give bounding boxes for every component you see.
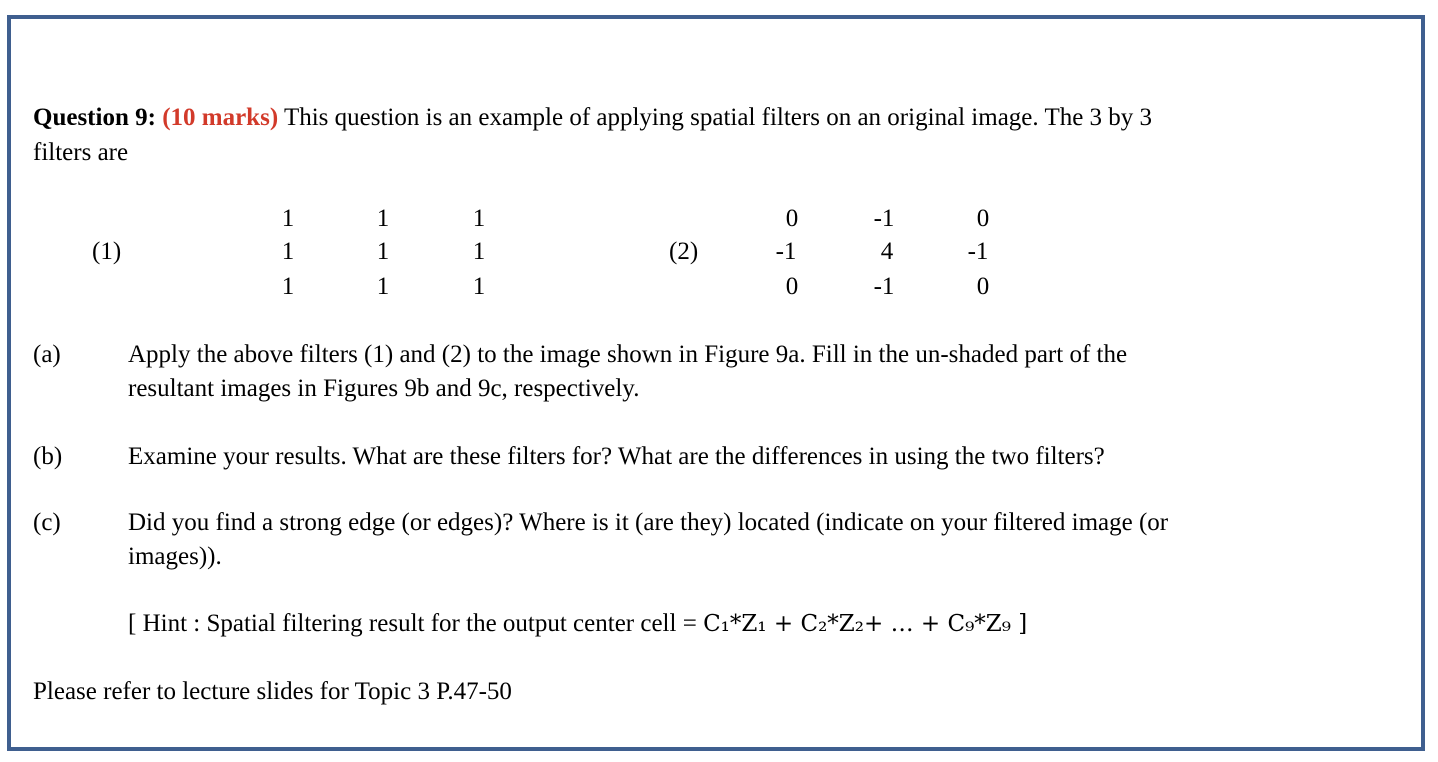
question-number: Question 9: bbox=[33, 104, 156, 131]
filter-1-cell: 1 bbox=[281, 273, 295, 300]
filter-1-cell: 1 bbox=[472, 273, 486, 300]
filter-1-label: (1) bbox=[92, 238, 122, 265]
filter-2-cell: 4 bbox=[880, 238, 894, 265]
filter-1-cell: 1 bbox=[376, 273, 390, 300]
filter-2-cell: 0 bbox=[976, 205, 990, 232]
filter-2-label: (2) bbox=[669, 238, 699, 265]
part-b-text-line1: Examine your results. What are these filters for? What are the differences in using the two filters? bbox=[128, 443, 1105, 470]
filter-2-cell: -1 bbox=[873, 273, 895, 300]
filter-1-cell: 1 bbox=[376, 205, 390, 232]
filter-2-cell: -1 bbox=[967, 238, 989, 265]
question-heading bbox=[33, 101, 1152, 135]
hint-line bbox=[128, 607, 1027, 641]
filter-2-cell: -1 bbox=[775, 238, 797, 265]
part-c-label: (c) bbox=[33, 509, 61, 536]
question-marks: (10 marks) bbox=[162, 104, 279, 131]
question-intro-line1: This question is an example of applying spatial filters on an original image. The 3 by 3 bbox=[278, 104, 1153, 131]
filter-2-cell: 0 bbox=[785, 273, 799, 300]
filter-2-cell: 0 bbox=[785, 205, 799, 232]
filter-2-cell: 0 bbox=[976, 273, 990, 300]
reference-note: Please refer to lecture slides for Topic 3 P.47-50 bbox=[33, 678, 512, 705]
filter-1-cell: 1 bbox=[281, 238, 295, 265]
part-a-text-line2: resultant images in Figures 9b and 9c, respectively. bbox=[128, 375, 640, 402]
part-c-text-line2: images)). bbox=[128, 543, 222, 570]
question-intro-line2: filters are bbox=[33, 139, 129, 166]
part-c-text-line1: Did you find a strong edge (or edges)? Where is it (are they) located (indicate on your filtered image (or bbox=[128, 509, 1169, 536]
filter-1-cell: 1 bbox=[472, 205, 486, 232]
hint-formula: C₁*Z₁ + C₂*Z₂+ … + C₉*Z₉ ] bbox=[703, 611, 1028, 637]
part-b-label: (b) bbox=[33, 443, 63, 470]
part-a-label: (a) bbox=[33, 341, 61, 368]
filter-1-cell: 1 bbox=[472, 238, 486, 265]
part-a-text-line1: Apply the above filters (1) and (2) to the image shown in Figure 9a. Fill in the un-shaded part of the bbox=[128, 341, 1128, 368]
filter-1-cell: 1 bbox=[281, 205, 295, 232]
filter-2-cell: -1 bbox=[873, 205, 895, 232]
filter-1-cell: 1 bbox=[376, 238, 390, 265]
hint-prefix: [ Hint : Spatial filtering result for the output center cell = bbox=[128, 610, 704, 637]
